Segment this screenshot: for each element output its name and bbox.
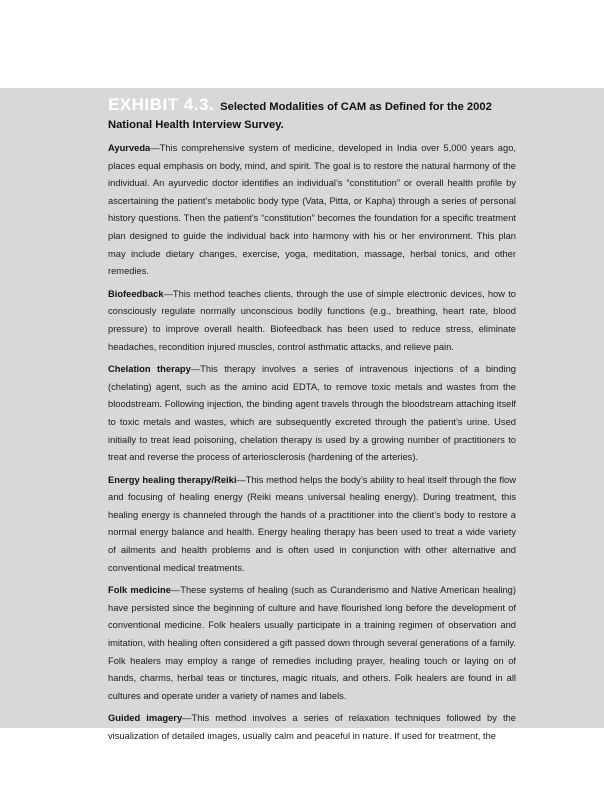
entry-energy-healing bbox=[108, 472, 516, 578]
entry-term: Chelation therapy bbox=[108, 364, 191, 375]
entry-separator: — bbox=[163, 288, 173, 299]
entry-chelation-therapy bbox=[108, 361, 516, 467]
entry-text: This method helps the body’s ability to heal itself through the flow and focusing of healing energy (Reiki means universal healing energy). During treatment, this healing energy is channeled through the hands of a practitioner into the client’s body to restore a normal energy balance and health. Energy healing therapy has been used to treat a wide variety of ailments and health problems and is often used in conjunction with other alternative and conventional medical treatments. bbox=[108, 474, 516, 573]
entry-term: Energy healing therapy/Reiki bbox=[108, 474, 237, 485]
exhibit-title: Selected Modalities of CAM as Defined for the 2002 National Health Interview Survey. bbox=[108, 101, 492, 131]
entry-term: Guided imagery bbox=[108, 713, 183, 724]
entry-separator: — bbox=[182, 713, 192, 724]
entry-guided-imagery bbox=[108, 710, 516, 745]
entry-term: Ayurveda bbox=[108, 143, 151, 153]
entry-text: This therapy involves a series of intravenous injections of a binding (chelating) agent, such as the amino acid EDTA, to remove toxic metals and wastes from the bloodstream. Following injection, the binding agent travels through the bloodstream attaching itself to toxic metals and wastes, which are subsequently excreted through the patient’s urine. Used initially to treat lead poisoning, chelation therapy is used by a growing number of practitioners to treat and reverse the process of arteriosclerosis (hardening of the arteries). bbox=[108, 364, 516, 463]
entry-text: This comprehensive system of medicine, developed in India over 5,000 years ago, places equal emphasis on body, mind, and spirit. The goal is to restore the natural harmony of the individual. An ayurvedic doctor identifies an individual’s “constitution” or overall health profile by ascertaining the patient’s metabolic body type (Vata, Pitta, or Kapha) through a series of personal history questions. Then the patient’s “constitution” becomes the foundation for a specific treatment plan designed to guide the individual back into harmony with his or her environment. This plan may include dietary changes, exercise, yoga, meditation, massage, herbal tonics, and other remedies. bbox=[108, 143, 516, 277]
entry-text: This method involves a series of relaxation techniques followed by the visualization of detailed images, usually calm and peaceful in nature. If used for treatment, the bbox=[108, 713, 516, 741]
entry-separator: — bbox=[150, 143, 160, 153]
entry-term: Biofeedback bbox=[108, 288, 164, 299]
exhibit-label: EXHIBIT 4.3. bbox=[108, 95, 215, 114]
entry-separator: — bbox=[190, 364, 201, 375]
entry-term: Folk medicine bbox=[108, 585, 171, 596]
entry-text: This method teaches clients, through the use of simple electronic devices, how to consciously regulate normally unconscious bodily functions (e.g., breathing, heart rate, blood pressure) to improve overall health. Biofeedback has been used to reduce stress, eliminate headaches, recondition injured muscles, control asthmatic attacks, and relieve pain. bbox=[108, 288, 516, 352]
entry-biofeedback bbox=[108, 286, 516, 356]
exhibit-heading bbox=[108, 96, 516, 134]
entry-text: These systems of healing (such as Curanderismo and Native American healing) have persisted since the beginning of culture and have flourished long before the development of conventional medicine. Folk healers usually participate in a training regimen of observation and imitation, with healing often considered a gift passed down through several generations of a family. Folk healers may employ a range of remedies including prayer, healing touch or laying on of hands, charms, herbal teas or tinctures, magic rituals, and others. Folk healers are found in all cultures and operate under a variety of names and labels. bbox=[108, 585, 516, 701]
entry-ayurveda bbox=[108, 140, 516, 281]
entry-separator: — bbox=[170, 585, 181, 596]
entry-folk-medicine bbox=[108, 582, 516, 705]
entry-separator: — bbox=[236, 474, 246, 485]
exhibit-content bbox=[108, 96, 516, 751]
